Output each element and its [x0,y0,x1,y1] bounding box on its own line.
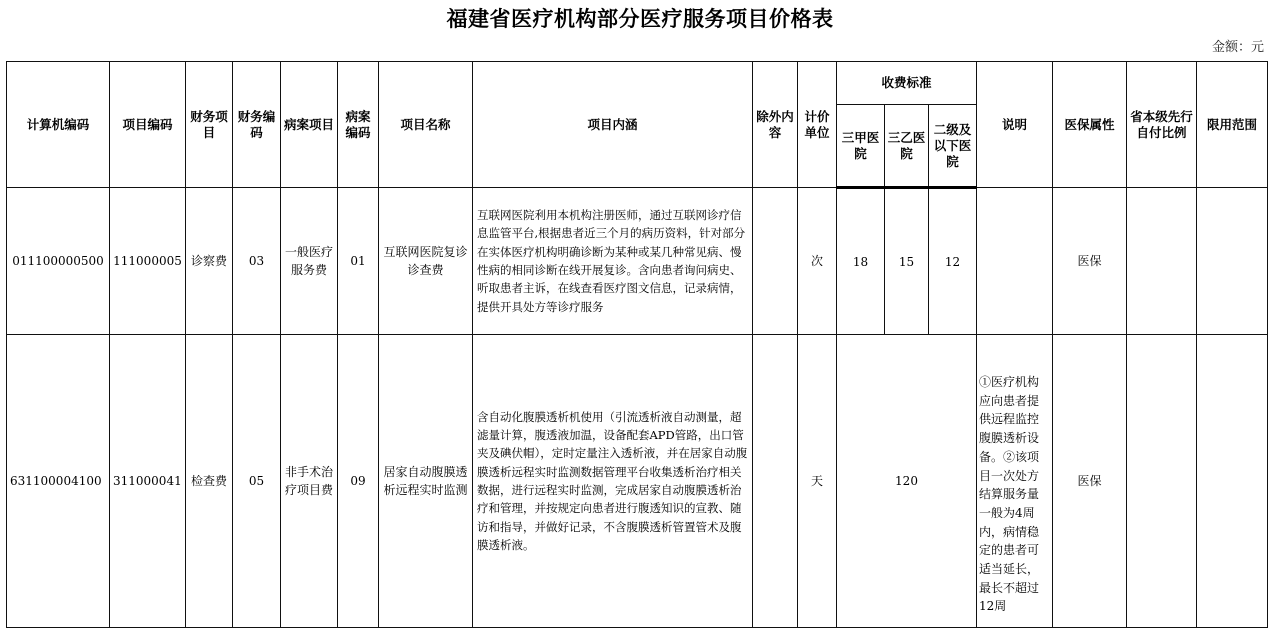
cell-finance-item: 诊察费 [186,188,233,335]
cell-finance-code: 03 [233,188,281,335]
header-fee-grade2: 二级及以下医院 [929,105,977,188]
header-fee-standard: 收费标准 [837,62,977,105]
header-pricing-unit: 计价单位 [798,62,837,188]
cell-pricing-unit: 天 [798,335,837,628]
cell-item-code: 111000005 [110,188,186,335]
currency-unit-label: 金额：元 [1211,40,1264,55]
header-notes: 说明 [977,62,1053,188]
cell-excluded [753,188,798,335]
header-finance-item: 财务项目 [186,62,233,188]
cell-notes: ①医疗机构应向患者提供远程监控腹膜透析设备。②该项目一次处方结算服务量一般为4周内，病情稳定的患者可适当延长，最长不超过12周 [977,335,1053,628]
cell-fee-grade3b: 15 [885,188,929,335]
cell-pricing-unit: 次 [798,188,837,335]
header-self-pay-ratio: 省本级先行自付比例 [1127,62,1197,188]
cell-insurance: 医保 [1053,335,1127,628]
cell-computer-code: 631100004100 [7,335,110,628]
cell-fee-grade2: 12 [929,188,977,335]
header-item-name: 项目名称 [379,62,473,188]
header-item-content: 项目内涵 [473,62,753,188]
cell-restriction [1197,335,1268,628]
header-fee-grade3b: 三乙医院 [885,105,929,188]
cell-self-pay-ratio [1127,335,1197,628]
cell-finance-item: 检查费 [186,335,233,628]
cell-notes [977,188,1053,335]
cell-item-content: 含自动化腹膜透析机使用（引流透析液自动测量，超滤量计算，腹透液加温，设备配套APD管路，出口管夹及碘伏帽），定时定量注入透析液，并在居家自动腹膜透析远程实时监测数据管理平台收集透析治疗相关数据，进行远程实时监测，完成居家自动腹膜透析治疗和管理，并按规定向患者进行腹透知识的宣教、随访和指导，并做好记录，不含腹膜透析管置管术及腹膜透析液。 [473,335,753,628]
cell-record-item: 非手术治疗项目费 [281,335,338,628]
table-row [7,335,1268,628]
header-computer-code: 计算机编码 [7,62,110,188]
header-item-code: 项目编码 [110,62,186,188]
cell-item-name: 互联网医院复诊诊查费 [379,188,473,335]
cell-self-pay-ratio [1127,188,1197,335]
cell-record-code: 01 [338,188,379,335]
header-excluded: 除外内容 [753,62,798,188]
header-insurance: 医保属性 [1053,62,1127,188]
header-fee-grade3a: 三甲医院 [837,105,885,188]
cell-restriction [1197,188,1268,335]
cell-item-code: 311000041 [110,335,186,628]
cell-insurance: 医保 [1053,188,1127,335]
page-title: 福建省医疗机构部分医疗服务项目价格表 [446,6,834,31]
cell-record-code: 09 [338,335,379,628]
cell-item-name: 居家自动腹膜透析远程实时监测 [379,335,473,628]
header-finance-code: 财务编码 [233,62,281,188]
cell-fee-merged: 120 [837,335,977,628]
cell-record-item: 一般医疗服务费 [281,188,338,335]
table-row [7,188,1268,335]
cell-item-content: 互联网医院利用本机构注册医师，通过互联网诊疗信息监管平台,根据患者近三个月的病历资料，针对部分在实体医疗机构明确诊断为某种或某几种常见病、慢性病的相同诊断在线开展复诊。含向患者询问病史、听取患者主诉，在线查看医疗图文信息，记录病情，提供开具处方等诊疗服务 [473,188,753,335]
price-table [6,61,1268,628]
cell-computer-code: 011100000500 [7,188,110,335]
cell-fee-grade3a: 18 [837,188,885,335]
cell-excluded [753,335,798,628]
header-restriction: 限用范围 [1197,62,1268,188]
cell-finance-code: 05 [233,335,281,628]
header-record-item: 病案项目 [281,62,338,188]
header-record-code: 病案编码 [338,62,379,188]
